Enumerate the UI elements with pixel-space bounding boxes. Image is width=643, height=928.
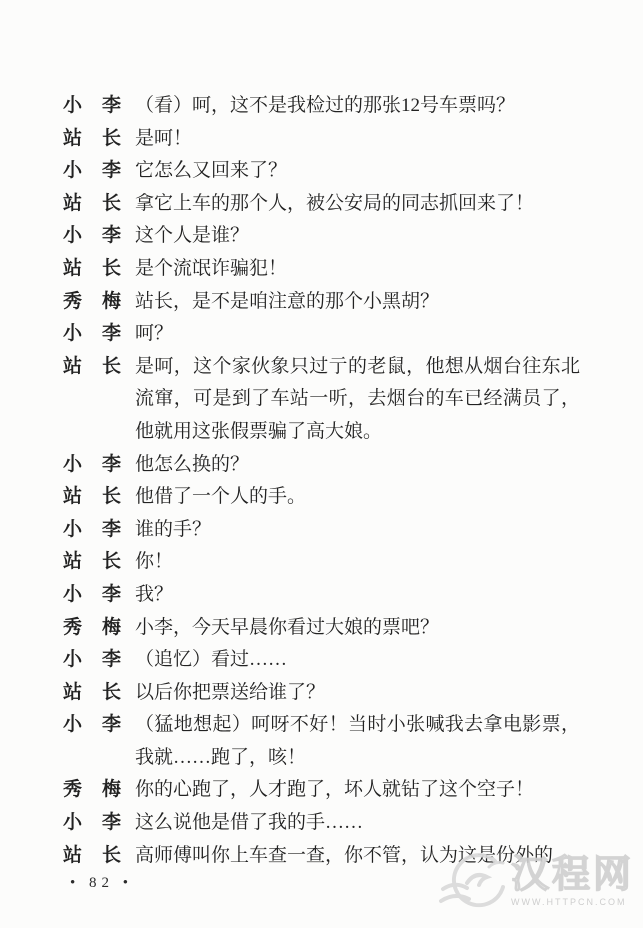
dialogue-text: 这么说他是借了我的手…… xyxy=(135,812,364,834)
speaker-name: 站 长 xyxy=(63,127,122,149)
dialogue-line xyxy=(63,188,580,221)
dialogue-line xyxy=(63,253,580,286)
dialogue-line xyxy=(63,318,580,351)
dialogue-text: （看）呵，这不是我检过的那张12号车票吗？ xyxy=(135,95,516,116)
dialogue-text: 这个人是谁？ xyxy=(135,225,250,247)
dialogue-text: 你！ xyxy=(135,551,174,573)
speaker-name: 小 李 xyxy=(63,812,122,834)
watermark-text-block xyxy=(511,855,634,907)
dialogue-line xyxy=(63,220,580,253)
dialogue-text: 拿它上车的那个人，被公安局的同志抓回来了！ xyxy=(135,192,535,214)
dialogue-line xyxy=(63,514,580,547)
speaker-name: 站 长 xyxy=(63,844,122,866)
speaker-name: 小 李 xyxy=(63,225,122,247)
dialogue-line xyxy=(63,612,580,645)
speaker-name: 小 李 xyxy=(63,583,122,605)
watermark-site-url: WWW.HTTPCN.COM xyxy=(511,897,627,907)
dialogue-line xyxy=(63,644,580,677)
dialogue-line xyxy=(63,774,580,807)
page-footer xyxy=(70,875,133,892)
speaker-name: 小 李 xyxy=(63,323,122,345)
speaker-name: 小 李 xyxy=(63,649,122,671)
dialogue-text: （追忆）看过…… xyxy=(135,649,288,671)
dialogue-list xyxy=(63,90,580,872)
speaker-name: 小 李 xyxy=(63,714,122,736)
dialogue-text: 他怎么换的？ xyxy=(135,453,250,475)
dialogue-text: 他借了一个人的手。 xyxy=(135,486,307,508)
dialogue-text: 以后你把票送给谁了？ xyxy=(135,681,326,703)
speaker-name: 站 长 xyxy=(63,355,122,377)
speaker-name: 秀 梅 xyxy=(63,779,122,801)
dialogue-text: 你的心跑了，人才跑了，坏人就钻了这个空子！ xyxy=(135,779,535,801)
dialogue-text: 我？ xyxy=(135,583,174,605)
dialogue-line xyxy=(63,449,580,482)
dialogue-text: 它怎么又回来了？ xyxy=(135,160,288,182)
watermark-site-name: 汉程网 xyxy=(511,854,635,896)
dialogue-text: 呵？ xyxy=(135,323,174,345)
dialogue-line xyxy=(63,807,580,840)
dialogue-line xyxy=(63,155,580,188)
speaker-name: 小 李 xyxy=(63,160,122,182)
dragon-swirl-watermark-icon xyxy=(437,845,511,917)
speaker-name: 站 长 xyxy=(63,486,122,508)
speaker-name: 秀 梅 xyxy=(63,616,122,638)
speaker-name: 秀 梅 xyxy=(63,290,122,312)
dialogue-text: 是呵！ xyxy=(135,127,193,149)
speaker-name: 小 李 xyxy=(63,95,122,116)
dialogue-line xyxy=(63,677,580,710)
speaker-name: 小 李 xyxy=(63,453,122,475)
dialogue-text: （猛地想起）呵呀不好！当时小张喊我去拿电影票，我就……跑了，咳！ xyxy=(135,714,580,768)
dialogue-text: 站长，是不是咱注意的那个小黑胡？ xyxy=(135,290,440,312)
speaker-name: 站 长 xyxy=(63,551,122,573)
dialogue-line xyxy=(63,286,580,319)
speaker-name: 站 长 xyxy=(63,681,122,703)
speaker-name: 站 长 xyxy=(63,257,122,279)
dialogue-line xyxy=(63,546,580,579)
dialogue-text: 是个流氓诈骗犯！ xyxy=(135,257,288,279)
speaker-name: 站 长 xyxy=(63,192,122,214)
speaker-name: 小 李 xyxy=(63,518,122,540)
dialogue-text: 是呵，这个家伙象只过亍的老鼠，他想从烟台往东北流窜，可是到了车站一听，去烟台的车已经满员了，他就用这张假票骗了高大娘。 xyxy=(135,355,580,442)
dialogue-line xyxy=(63,90,580,123)
dialogue-line xyxy=(63,709,580,774)
page-number: • 82 • xyxy=(70,875,134,891)
dialogue-line xyxy=(63,579,580,612)
dialogue-line xyxy=(63,351,580,449)
dialogue-text: 谁的手？ xyxy=(135,518,212,540)
dialogue-line xyxy=(63,481,580,514)
dialogue-line xyxy=(63,123,580,156)
watermark xyxy=(437,842,637,920)
dialogue-text: 小李，今天早晨你看过大娘的票吧？ xyxy=(135,616,440,638)
dialogue-text: 高师傅叫你上车查一查，你不管，认为这是份外的 xyxy=(135,844,554,866)
